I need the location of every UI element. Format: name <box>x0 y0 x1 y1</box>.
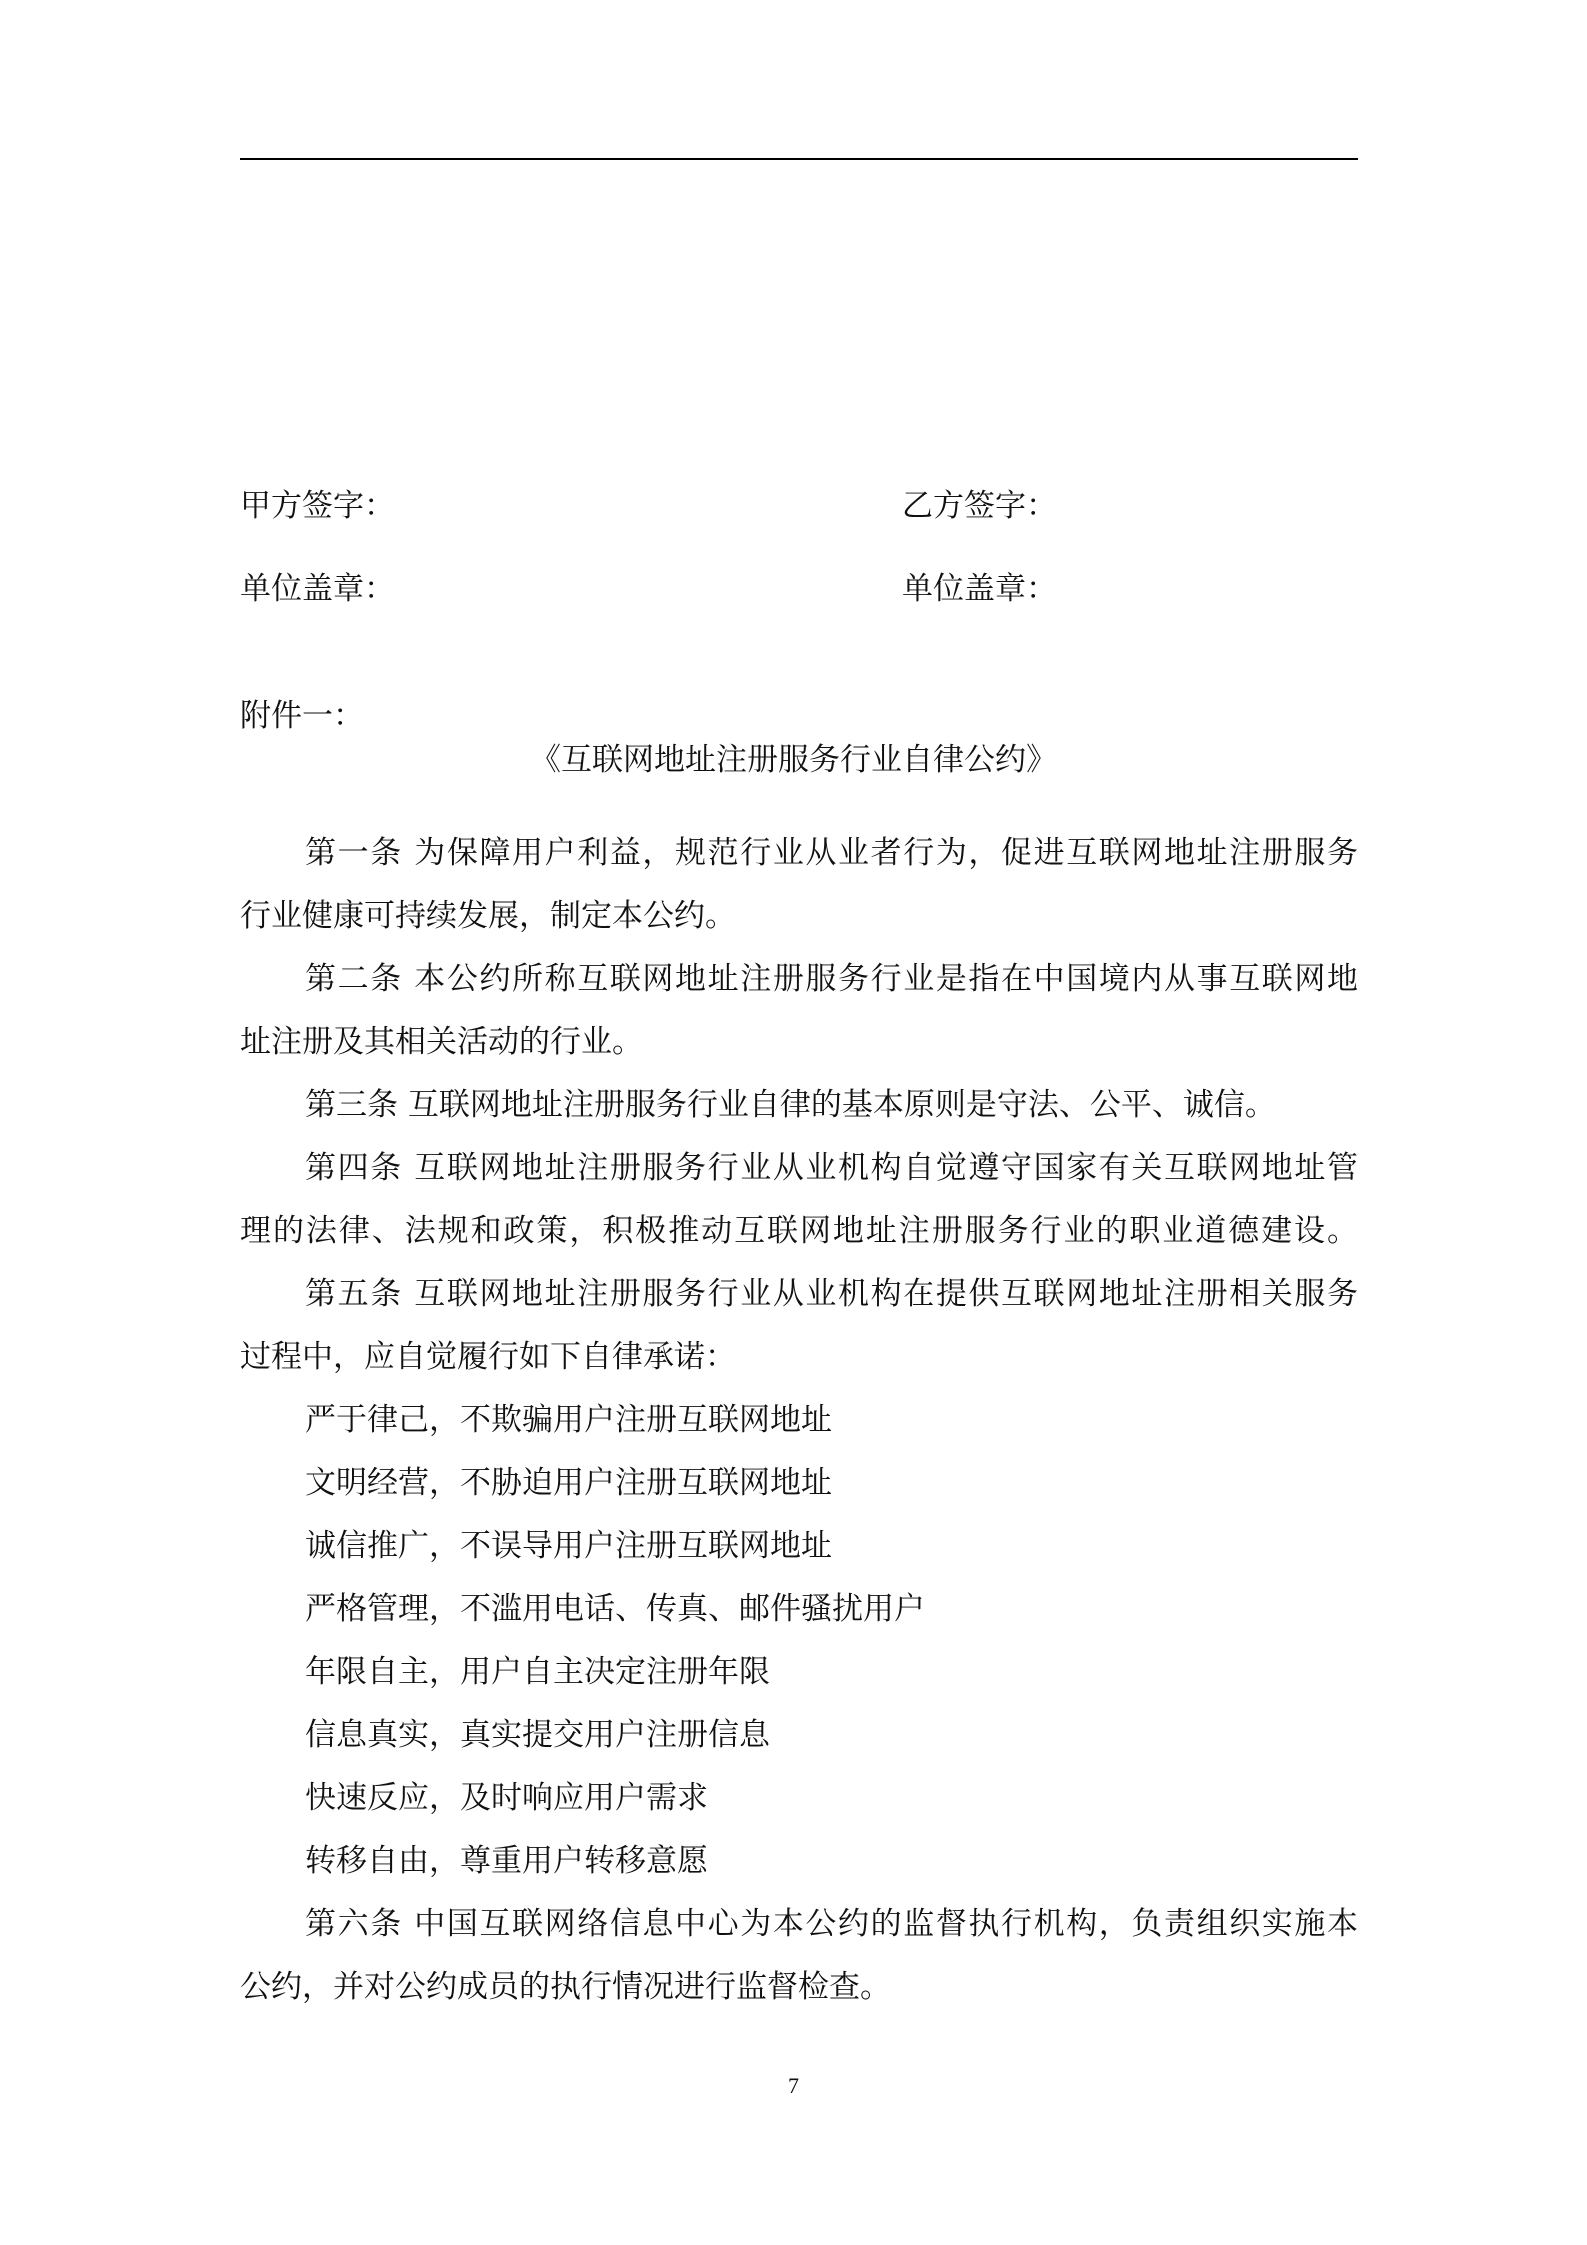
article-4-line-1: 第四条 互联网地址注册服务行业从业机构自觉遵守国家有关互联网地址管 <box>305 1150 1358 1186</box>
commitment-item: 诚信推广，不误导用户注册互联网地址 <box>305 1528 832 1564</box>
article-6-line-1: 第六条 中国互联网络信息中心为本公约的监督执行机构，负责组织实施本 <box>305 1906 1358 1942</box>
page-number: 7 <box>788 2073 799 2098</box>
article-5-line-2: 过程中，应自觉履行如下自律承诺： <box>240 1339 736 1375</box>
article-2-line-2: 址注册及其相关活动的行业。 <box>240 1024 643 1060</box>
article-6-line-2: 公约，并对公约成员的执行情况进行监督检查。 <box>240 1969 891 2005</box>
commitment-item: 快速反应，及时响应用户需求 <box>305 1780 708 1816</box>
commitment-item: 信息真实，真实提交用户注册信息 <box>305 1717 770 1753</box>
party-a-seal-label: 单位盖章： <box>240 571 395 607</box>
commitment-item: 严格管理，不滥用电话、传真、邮件骚扰用户 <box>305 1591 925 1627</box>
commitment-item: 严于律己，不欺骗用户注册互联网地址 <box>305 1402 832 1438</box>
article-4-line-2: 理的法律、法规和政策，积极推动互联网地址注册服务行业的职业道德建设。 <box>240 1213 1358 1249</box>
article-1-line-2: 行业健康可持续发展，制定本公约。 <box>240 898 736 934</box>
party-a-signature-label: 甲方签字： <box>240 488 395 524</box>
commitment-item: 转移自由，尊重用户转移意愿 <box>305 1843 708 1879</box>
party-b-seal-label: 单位盖章： <box>902 571 1057 607</box>
article-5-line-1: 第五条 互联网地址注册服务行业从业机构在提供互联网地址注册相关服务 <box>305 1276 1358 1312</box>
commitment-item: 文明经营，不胁迫用户注册互联网地址 <box>305 1465 832 1501</box>
party-b-signature-label: 乙方签字： <box>902 488 1057 524</box>
commitment-item: 年限自主，用户自主决定注册年限 <box>305 1654 770 1690</box>
article-2-line-1: 第二条 本公约所称互联网地址注册服务行业是指在中国境内从事互联网地 <box>305 961 1358 997</box>
attachment-label: 附件一： <box>240 698 364 734</box>
header-rule <box>240 158 1358 160</box>
article-1-line-1: 第一条 为保障用户利益，规范行业从业者行为，促进互联网地址注册服务 <box>305 835 1358 871</box>
document-title: 《互联网地址注册服务行业自律公约》 <box>530 742 1057 778</box>
article-3-line-1: 第三条 互联网地址注册服务行业自律的基本原则是守法、公平、诚信。 <box>305 1087 1276 1123</box>
